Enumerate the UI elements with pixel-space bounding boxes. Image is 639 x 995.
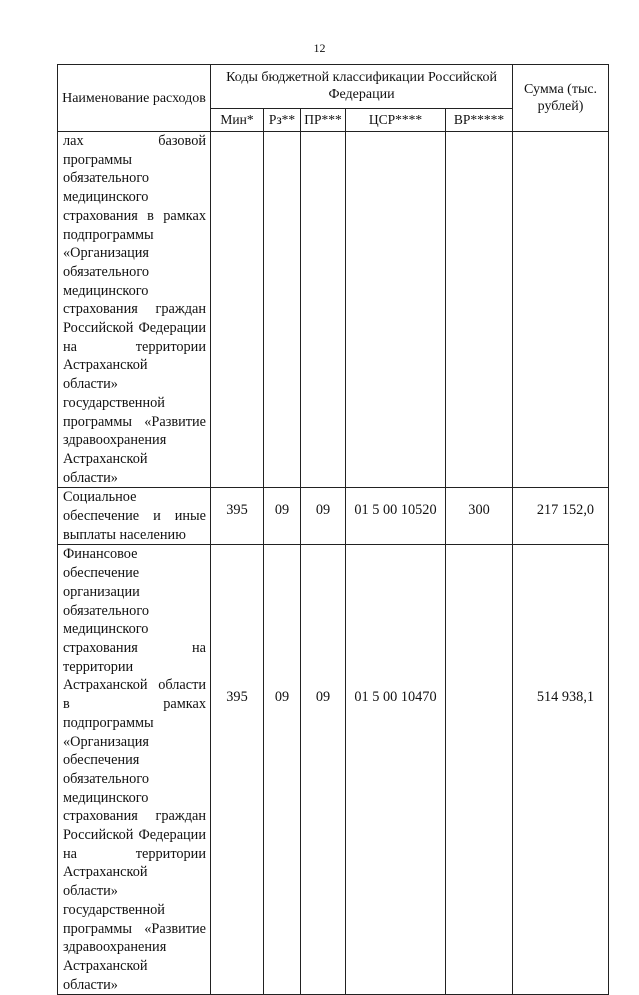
row-min: 395 [211, 488, 264, 545]
row-sum: 217 152,0 [513, 488, 609, 545]
row-sum: 514 938,1 [513, 545, 609, 995]
header-vr: ВР***** [446, 108, 513, 131]
row-pr: 09 [301, 545, 346, 995]
page-number: 12 [313, 41, 326, 55]
row-name: лах базовой программы обязательного медицинского страхования в рамках подпрограммы «Организация обязательного медицинского страхования граждан Российской Федерации на территории Астраханской области» государственной программы «Развитие здравоохранения Астраханской области» [58, 132, 211, 488]
row-name: Финансовое обеспечение организации обязательного медицинского страхования на территории Астраханской области в рамках подпрограммы «Организация обеспечения обязательного медицинского страхования граждан Российской Федерации на территории Астраханской области» государственной программы «Развитие здравоохранения Астраханской области» [58, 545, 211, 995]
row-sum [513, 132, 609, 488]
row-rz: 09 [264, 545, 301, 995]
header-rz: Рз** [264, 108, 301, 131]
row-rz: 09 [264, 488, 301, 545]
row-vr: 300 [446, 488, 513, 545]
budget-table [57, 64, 609, 995]
row-name: Социальное обеспечение и иные выплаты населению [58, 488, 211, 545]
header-sum: Сумма (тыс. рублей) [513, 65, 609, 132]
table-row [58, 545, 609, 995]
row-vr [446, 132, 513, 488]
header-min: Мин* [211, 108, 264, 131]
row-min [211, 132, 264, 488]
row-csr [346, 132, 446, 488]
row-csr: 01 5 00 10470 [346, 545, 446, 995]
header-csr: ЦСР**** [346, 108, 446, 131]
table-row [58, 132, 609, 488]
header-pr: ПР*** [301, 108, 346, 131]
row-pr: 09 [301, 488, 346, 545]
row-pr [301, 132, 346, 488]
row-min: 395 [211, 545, 264, 995]
row-rz [264, 132, 301, 488]
row-csr: 01 5 00 10520 [346, 488, 446, 545]
table-row [58, 488, 609, 545]
header-name: Наименование расходов [58, 65, 211, 132]
header-codes: Коды бюджетной классификации Российской Федерации [211, 65, 513, 109]
row-vr [446, 545, 513, 995]
